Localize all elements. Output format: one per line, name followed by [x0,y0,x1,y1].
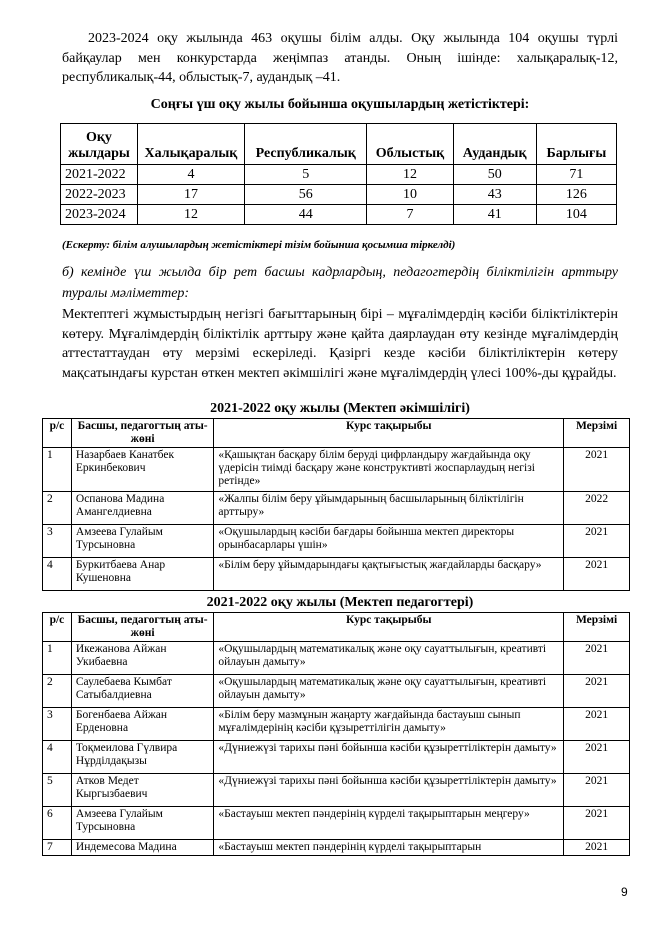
cell-course: «Дүниежүзі тарихы пәні бойынша кәсіби құзыреттіліктерін дамыту» [214,774,564,807]
table-row [43,558,630,591]
cell-course: «Оқушылардың математикалық және оқу сауаттылығын, креативті ойлауын дамыту» [214,642,564,675]
cell-year: 2023-2024 [61,205,138,225]
cell-name: Назарбаев Канатбек Еркинбекович [71,448,214,492]
cell-term: 2021 [564,840,630,856]
cell-term: 2021 [564,741,630,774]
cell-course: «Оқушылардың кәсіби бағдары бойынша мектеп директоры орынбасарлары үшін» [214,525,564,558]
teachers-courses-table [42,612,630,856]
cell-name: Атков Медет Кыргызбаевич [71,774,213,807]
header-cell: р/с [43,419,72,448]
table-row [61,165,617,185]
teachers-header-row [43,613,630,642]
cell-district: 41 [453,205,536,225]
achievements-title: Соңғы үш оқу жылы бойынша оқушылардың жетістіктері: [150,97,530,112]
cell-term: 2021 [564,448,630,492]
header-cell: Облыстық [367,124,453,165]
header-cell: Республикалық [245,124,367,165]
cell-name: Тоқмеилова Гүлвира Нұрділдақызы [71,741,213,774]
cell-total: 104 [536,205,616,225]
cell-number: 6 [43,807,72,840]
table-row [43,840,630,856]
section-subheading: б) кемінде үш жылда бір рет басшы кадрлардың, педагогтердің біліктілігін арттыру туралы мәліметтер: [62,265,618,301]
header-cell: Мерзімі [564,613,630,642]
cell-number: 2 [43,675,72,708]
cell-total: 71 [536,165,616,185]
admin-header-row [43,419,630,448]
cell-name: Буркитбаева Анар Кушеновна [71,558,214,591]
table-row [43,774,630,807]
cell-number: 5 [43,774,72,807]
cell-republican: 44 [245,205,367,225]
cell-name: Индемесова Мадина [71,840,213,856]
table-row [43,492,630,525]
cell-number: 3 [43,525,72,558]
cell-international: 4 [137,165,244,185]
cell-district: 50 [453,165,536,185]
cell-number: 1 [43,642,72,675]
table-row [61,185,617,205]
cell-republican: 56 [245,185,367,205]
cell-term: 2021 [564,642,630,675]
cell-regional: 10 [367,185,453,205]
cell-number: 3 [43,708,72,741]
cell-term: 2021 [564,708,630,741]
cell-term: 2021 [564,525,630,558]
cell-term: 2021 [564,807,630,840]
header-cell: Мерзімі [564,419,630,448]
table-row [43,708,630,741]
table-row [43,675,630,708]
table-row [43,741,630,774]
cell-course: «Білім беру мазмұнын жаңарту жағдайында бастауыш сынып мұғалімдерінің кәсіби құзыреттілігін дамыту» [214,708,564,741]
cell-number: 7 [43,840,72,856]
header-cell: Барлығы [536,124,616,165]
cell-name: Оспанова Мадина Амангелдиевна [71,492,214,525]
cell-course: «Қашықтан басқару білім беруді цифрландыру жағдайында оқу үдерісін тиімді басқару және конструктивті жоспарлаудың негізі ретінде» [214,448,564,492]
cell-name: Амзеева Гулайым Турсыновна [71,807,213,840]
cell-term: 2021 [564,774,630,807]
header-cell: р/с [43,613,72,642]
header-cell: Оқу жылдары [61,124,138,165]
cell-district: 43 [453,185,536,205]
cell-number: 4 [43,741,72,774]
teachers-table-title: 2021-2022 оқу жылы (Мектеп педагогтері) [206,595,474,610]
note-text: (Ескерту: білім алушылардың жетістіктері тізім бойынша қосымша тіркелді) [62,239,456,251]
cell-international: 17 [137,185,244,205]
admin-table-title: 2021-2022 оқу жылы (Мектеп әкімшілігі) [210,401,470,416]
header-cell: Басшы, педагогтың аты-жөні [71,613,213,642]
cell-number: 1 [43,448,72,492]
table-row [43,642,630,675]
cell-course: «Бастауыш мектеп пәндерінің күрделі тақырыптарын меңгеру» [214,807,564,840]
table-row [43,448,630,492]
table-row [61,205,617,225]
cell-total: 126 [536,185,616,205]
header-cell: Аудандық [453,124,536,165]
intro-paragraph: 2023-2024 оқу жылында 463 оқушы білім алды. Оқу жылында 104 оқушы түрлі байқаулар мен конкурстарда жеңімпаз атанды. Оның ішінде: халықаралық-12, республикалық-44, облыстық-7, аудандық –41. [62,31,618,85]
header-cell: Басшы, педагогтың аты-жөні [71,419,214,448]
achievements-header-row [61,124,617,165]
cell-term: 2021 [564,675,630,708]
table-row [43,525,630,558]
admin-courses-table [42,418,630,591]
header-cell: Курс тақырыбы [214,419,564,448]
header-cell: Курс тақырыбы [214,613,564,642]
cell-regional: 12 [367,165,453,185]
page-number: 9 [621,885,628,899]
table-row [43,807,630,840]
cell-republican: 5 [245,165,367,185]
header-cell: Халықаралық [137,124,244,165]
body-paragraph: Мектептегі жұмыстырдың негізгі бағыттарының бірі – мұғалімдердің кәсіби біліктіліктерін көтеру. Мұғалімдердің біліктілік арттыру және қайта даярлаудан өту кезінде мұғалімдердің аттестаттаудан өту мерзімі ескеріледі. Қазіргі кезде кәсіби біліктіліктерін көтеру мақсатындағы курстан өткен мектеп әкімшілігі және мұғалімдердің үлесі 100%-ды құрайды. [62,307,618,381]
cell-course: «Дүниежүзі тарихы пәні бойынша кәсіби құзыреттіліктерін дамыту» [214,741,564,774]
cell-name: Икежанова Айжан Укибаевна [71,642,213,675]
cell-number: 4 [43,558,72,591]
cell-course: «Білім беру ұйымдарындағы қақтығыстық жағдайларды басқару» [214,558,564,591]
cell-term: 2022 [564,492,630,525]
cell-name: Саулебаева Кымбат Сатыбалдиевна [71,675,213,708]
cell-name: Богенбаева Айжан Ерденовна [71,708,213,741]
cell-regional: 7 [367,205,453,225]
cell-international: 12 [137,205,244,225]
cell-year: 2021-2022 [61,165,138,185]
cell-course: «Оқушылардың математикалық және оқу сауаттылығын, креативті ойлауын дамыту» [214,675,564,708]
cell-year: 2022-2023 [61,185,138,205]
cell-term: 2021 [564,558,630,591]
cell-name: Амзеева Гулайым Турсыновна [71,525,214,558]
cell-course: «Жалпы білім беру ұйымдарының басшыларының біліктілігін арттыру» [214,492,564,525]
cell-course: «Бастауыш мектеп пәндерінің күрделі тақырыптарын [214,840,564,856]
achievements-table [60,123,617,225]
cell-number: 2 [43,492,72,525]
